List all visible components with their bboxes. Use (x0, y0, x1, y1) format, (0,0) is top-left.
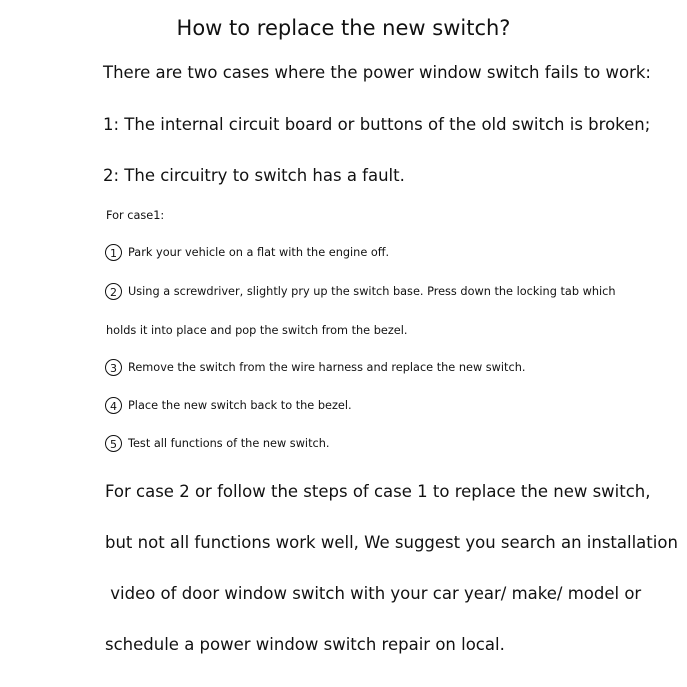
case-two-text: 2: The circuitry to switch has a fault. (103, 166, 405, 185)
step-item (105, 359, 525, 376)
step-text: Park your vehicle on a flat with the engine off. (128, 246, 390, 259)
case1-heading: For case1: (106, 209, 165, 222)
step-number-badge: 2 (105, 283, 122, 300)
step-text: Remove the switch from the wire harness and replace the new switch. (128, 361, 526, 374)
closing-line: but not all functions work well, We suggest you search an installation (105, 533, 678, 552)
step-number-badge: 3 (105, 359, 122, 376)
step-text: Using a screwdriver, slightly pry up the switch base. Press down the locking tab which (128, 285, 616, 298)
closing-line: For case 2 or follow the steps of case 1 to replace the new switch, (105, 482, 651, 501)
step-continuation: holds it into place and pop the switch from the bezel. (106, 324, 408, 337)
step-text: Place the new switch back to the bezel. (128, 399, 352, 412)
step-number-badge: 4 (105, 397, 122, 414)
step-number-badge: 1 (105, 244, 122, 261)
step-item (105, 244, 389, 261)
page-title: How to replace the new switch? (176, 16, 511, 40)
step-text: Test all functions of the new switch. (128, 437, 330, 450)
intro-text: There are two cases where the power window switch fails to work: (103, 63, 651, 82)
step-number-badge: 5 (105, 435, 122, 452)
closing-line: schedule a power window switch repair on local. (105, 635, 505, 654)
closing-line: video of door window switch with your car year/ make/ model or (105, 584, 642, 603)
step-item (105, 435, 329, 452)
step-item (105, 283, 616, 300)
case-one-text: 1: The internal circuit board or buttons of the old switch is broken; (103, 115, 651, 134)
step-item (105, 397, 352, 414)
